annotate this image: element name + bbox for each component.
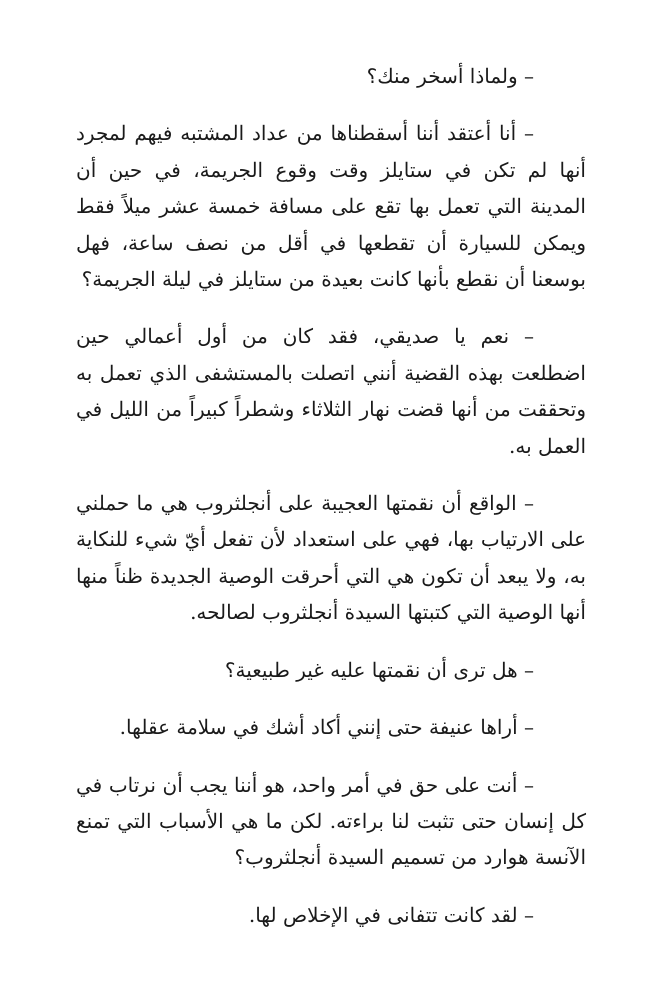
dialogue-paragraph-4: – الواقع أن نقمتها العجيبة على أنجلثروب هي ما حملني على الارتياب بها، فهي على استعداد لأن تفعل أيّ شيء للنكاية به، ولا يبعد أن تكون هي التي أحرقت الوصية الجديدة ظناً منها أنها الوصية التي كتبتها السيدة أنجلثروب لصالحه. (76, 491, 586, 625)
dialogue-paragraph-1: – ولماذا أسخر منك؟ (366, 64, 534, 88)
dialogue-paragraph-3: – نعم يا صديقي، فقد كان من أول أعمالي حين اضطلعت بهذه القضية أنني اتصلت بالمستشفى الذي تعمل به وتحققت من أنها قضت نهار الثلاثاء وشطراً كبيراً من الليل في العمل به. (76, 324, 586, 458)
book-page (76, 58, 586, 933)
dialogue-paragraph-6: – أراها عنيفة حتى إنني أكاد أشك في سلامة عقلها. (119, 715, 534, 740)
dialogue-paragraph-5: – هل ترى أن نقمتها عليه غير طبيعية؟ (224, 657, 534, 682)
dialogue-paragraph-2: – أنا أعتقد أننا أسقطناها من عداد المشتبه فيهم لمجرد أنها لم تكن في ستايلز وقت وقوع الجريمة، في حين أن المدينة التي تعمل بها تقع على مسافة خمسة عشر ميلاً فقط ويمكن للسيارة أن تقطعها في أقل من نصف ساعة، فهل بوسعنا أن نقطع بأنها كانت بعيدة من ستايلز في ليلة الجريمة؟ (76, 121, 586, 292)
dialogue-paragraph-8: – لقد كانت تتفانى في الإخلاص لها. (248, 902, 534, 927)
dialogue-paragraph-7: – أنت على حق في أمر واحد، هو أننا يجب أن نرتاب في كل إنسان حتى تثبت لنا براءته. لكن ما هي الأسباب التي تمنع الآنسة هوارد من تسميم السيدة أنجلثروب؟ (76, 772, 586, 870)
